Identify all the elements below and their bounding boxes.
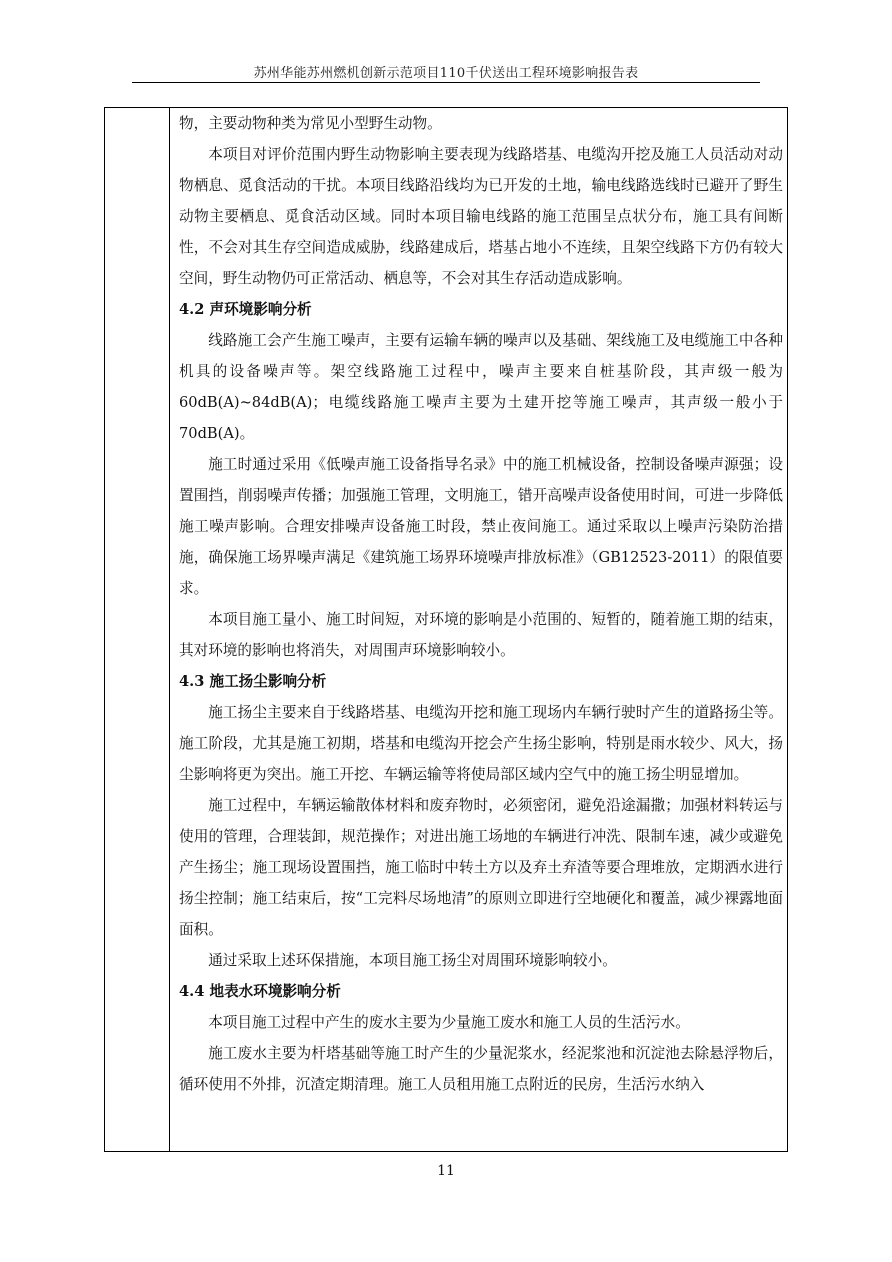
- paragraph-wastewater-treatment: 施工废水主要为杆塔基础等施工时产生的少量泥浆水，经泥浆池和沉淀池去除悬浮物后，循环使用不外排，沉渣定期清理。施工人员租用施工点附近的民房，生活污水纳入: [179, 1045, 783, 1093]
- section-heading-4-3: 4.3 施工扬尘影响分析: [179, 673, 327, 690]
- section-heading-4-4: 4.4 地表水环境影响分析: [179, 983, 341, 1000]
- section-heading-4-2: 4.2 声环境影响分析: [179, 301, 312, 318]
- document-header-title: 苏州华能苏州燃机创新示范项目110千伏送出工程环境影响报告表: [253, 66, 639, 81]
- left-label-column: [105, 108, 170, 1151]
- main-text-cell: [179, 108, 783, 1100]
- paragraph-dust-sources: 施工扬尘主要来自于线路塔基、电缆沟开挖和施工现场内车辆行驶时产生的道路扬尘等。施工阶段，尤其是施工初期，塔基和电缆沟开挖会产生扬尘影响，特别是雨水较少、风大，扬尘影响将更为突出。施工开挖、车辆运输等将使局部区域内空气中的施工扬尘明显增加。: [179, 704, 783, 783]
- page-number: 11: [437, 1163, 455, 1179]
- header-divider: [132, 82, 760, 83]
- paragraph-noise-conclusion: 本项目施工量小、施工时间短，对环境的影响是小范围的、短暂的，随着施工期的结束，其对环境的影响也将消失，对周围声环境影响较小。: [179, 611, 783, 659]
- paragraph-noise-measures: 施工时通过采用《低噪声施工设备指导名录》中的施工机械设备，控制设备噪声源强；设置围挡，削弱噪声传播；加强施工管理，文明施工，错开高噪声设备使用时间，可进一步降低施工噪声影响。合理安排噪声设备施工时段，禁止夜间施工。通过采取以上噪声污染防治措施，确保施工场界噪声满足《建筑施工场界环境噪声排放标准》（GB12523-2011）的限值要求。: [179, 456, 783, 597]
- paragraph-wastewater-types: 本项目施工过程中产生的废水主要为少量施工废水和施工人员的生活污水。: [208, 1014, 690, 1031]
- content-table: [104, 107, 788, 1152]
- paragraph-noise-sources: 线路施工会产生施工噪声，主要有运输车辆的噪声以及基础、架线施工及电缆施工中各种机具的设备噪声等。架空线路施工过程中，噪声主要来自桩基阶段，其声级一般为 60dB(A)~84dB(A)；电缆线路施工噪声主要为土建开挖等施工噪声，其声级一般小于70dB(A)。: [179, 332, 783, 442]
- paragraph-wildlife-impact: 本项目对评价范围内野生动物影响主要表现为线路塔基、电缆沟开挖及施工人员活动对动物栖息、觅食活动的干扰。本项目线路沿线均为已开发的土地，输电线路选线时已避开了野生动物主要栖息、觅食活动区域。同时本项目输电线路的施工范围呈点状分布，施工具有间断性，不会对其生存空间造成威胁，线路建成后，塔基占地小不连续，且架空线路下方仍有较大空间，野生动物仍可正常活动、栖息等，不会对其生存活动造成影响。: [179, 146, 783, 287]
- paragraph-continuation: 物，主要动物种类为常见小型野生动物。: [179, 115, 442, 132]
- paragraph-dust-measures: 施工过程中，车辆运输散体材料和废弃物时，必须密闭，避免沿途漏撒；加强材料转运与使用的管理，合理装卸，规范操作；对进出施工场地的车辆进行冲洗、限制车速，减少或避免产生扬尘；施工现场设置围挡，施工临时中转土方以及弃土弃渣等要合理堆放，定期洒水进行扬尘控制；施工结束后，按“工完料尽场地清”的原则立即进行空地硬化和覆盖，减少裸露地面面积。: [179, 797, 783, 938]
- paragraph-dust-conclusion: 通过采取上述环保措施，本项目施工扬尘对周围环境影响较小。: [208, 952, 617, 969]
